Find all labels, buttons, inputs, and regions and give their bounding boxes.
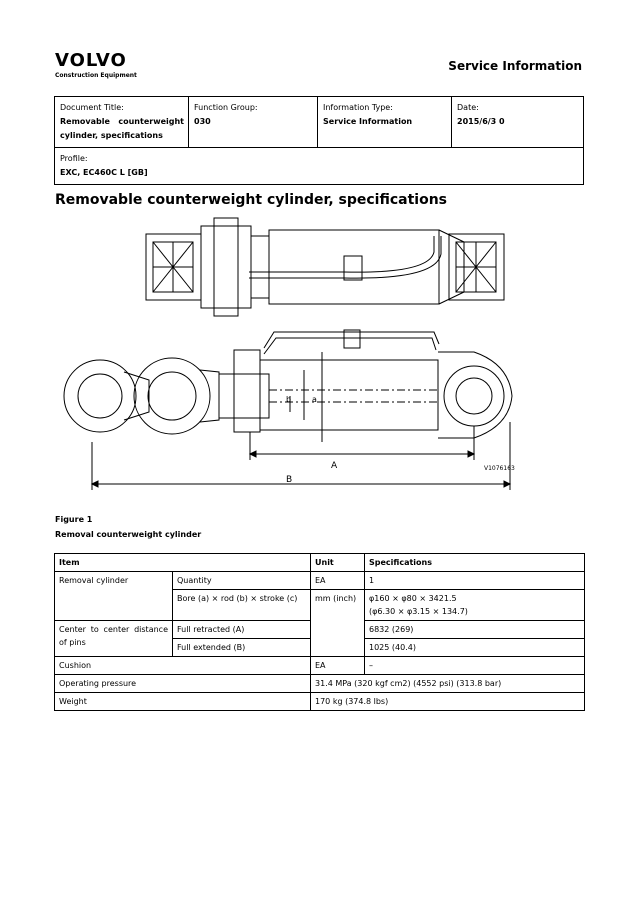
date-cell (452, 97, 584, 148)
table-row (55, 675, 585, 693)
table-row (55, 657, 585, 675)
full-retracted-value: 6832 (269) (365, 621, 585, 639)
bore-label: Bore (a) × rod (b) × stroke (c) (173, 590, 311, 621)
profile-value: EXC, EC460C L [GB] (60, 168, 148, 177)
operating-pressure-label: Operating pressure (55, 675, 311, 693)
doc-title-cell (55, 97, 189, 148)
figure-code: V1076163 (484, 465, 515, 472)
bore-value-mm: φ160 × φ80 × 3421.5 (369, 594, 457, 603)
weight-label: Weight (55, 693, 311, 711)
profile-label: Profile: (60, 154, 88, 163)
cushion-value: – (365, 657, 585, 675)
function-group-value: 030 (194, 117, 211, 126)
profile-cell (55, 148, 584, 185)
cylinder-drawing (54, 212, 584, 497)
quantity-unit: EA (311, 572, 365, 590)
cylinder-side-view (64, 330, 515, 490)
table-header-row (55, 554, 585, 572)
bore-value-in: (φ6.30 × φ3.15 × 134.7) (369, 607, 468, 616)
table-row (55, 572, 585, 590)
cushion-unit: EA (311, 657, 365, 675)
operating-pressure-value: 31.4 MPa (320 kgf cm2) (4552 psi) (313.8 bar) (311, 675, 585, 693)
specifications-table (54, 553, 585, 711)
doc-title-value: Removable counterweight cylinder, specifications (60, 117, 184, 140)
page-title: Removable counterweight cylinder, specifications (55, 192, 447, 208)
figure-number: Figure 1 (55, 515, 93, 524)
dim-label-a: a (312, 395, 317, 404)
quantity-label: Quantity (173, 572, 311, 590)
table-row (55, 693, 585, 711)
bore-value-cell (365, 590, 585, 621)
dim-label-b: b (286, 395, 292, 404)
document-header-table (54, 96, 584, 185)
info-type-cell (318, 97, 452, 148)
bore-unit: mm (inch) (311, 590, 365, 657)
volvo-logo (55, 52, 137, 79)
header-spec: Specifications (365, 554, 585, 572)
date-label: Date: (457, 103, 479, 112)
brand-sub: Construction Equipment (55, 72, 137, 79)
figure-caption: Removal counterweight cylinder (55, 530, 202, 539)
weight-value: 170 kg (374.8 lbs) (311, 693, 585, 711)
quantity-value: 1 (365, 572, 585, 590)
cushion-label: Cushion (55, 657, 311, 675)
brand-name: VOLVO (55, 50, 127, 71)
date-value: 2015/6/3 0 (457, 117, 505, 126)
info-type-label: Information Type: (323, 103, 393, 112)
center-distance-cell: Center to center distance of pins (55, 621, 173, 657)
dim-label-A: A (331, 461, 338, 471)
full-extended-value: 1025 (40.4) (365, 639, 585, 657)
full-retracted-label: Full retracted (A) (173, 621, 311, 639)
dim-label-B: B (286, 475, 293, 485)
full-extended-label: Full extended (B) (173, 639, 311, 657)
removal-cylinder-cell: Removal cylinder (55, 572, 173, 621)
header-unit: Unit (311, 554, 365, 572)
function-group-cell (189, 97, 318, 148)
doc-title-label: Document Title: (60, 103, 124, 112)
cylinder-top-view (146, 218, 504, 316)
service-information-heading: Service Information (448, 59, 582, 73)
header-item: Item (55, 554, 311, 572)
info-type-value: Service Information (323, 117, 413, 126)
function-group-label: Function Group: (194, 103, 258, 112)
